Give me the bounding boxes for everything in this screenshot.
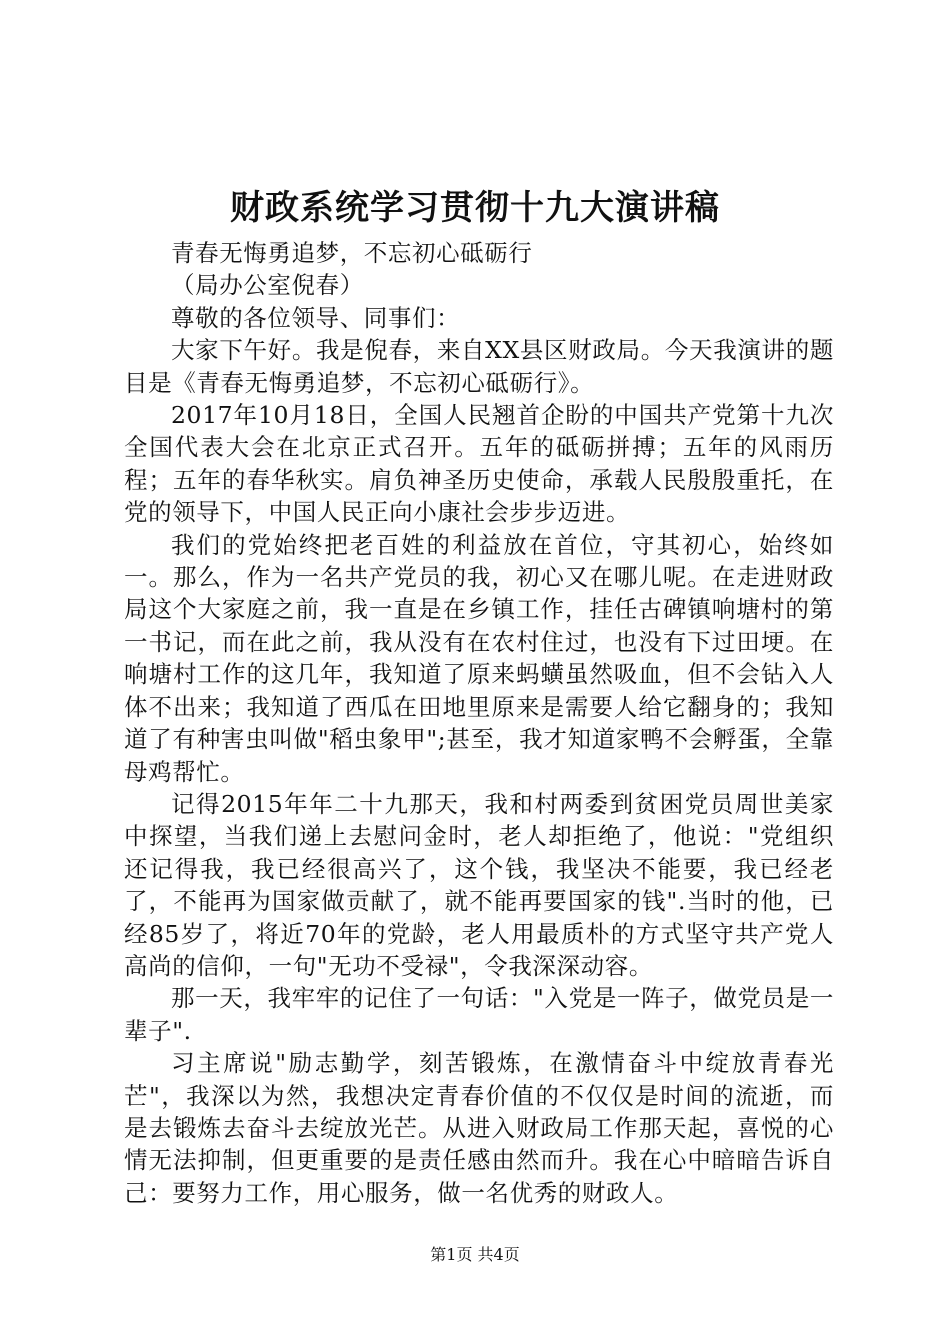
document-title: 财政系统学习贯彻十九大演讲稿: [230, 188, 720, 228]
paragraph: 我们的党始终把老百姓的利益放在首位，守其初心，始终如一。那么，作为一名共产党员的我，初心又在哪儿呢。在走进财政局这个大家庭之前，我一直是在乡镇工作，挂任古碑镇响塘村的第一书记，而在此之前，我从没有在农村住过，也没有下过田埂。在响塘村工作的这几年，我知道了原来蚂蟥虽然吸血，但不会钻入人体不出来；我知道了西瓜在田地里原来是需要人给它翻身的；我知道了有种害虫叫做"稻虫象甲";甚至，我才知道家鸭不会孵蛋，全靠母鸡帮忙。: [124, 530, 834, 786]
paragraph: 记得2015年年二十九那天，我和村两委到贫困党员周世美家中探望，当我们递上去慰问金时，老人却拒绝了，他说："党组织还记得我，我已经很高兴了，这个钱，我坚决不能要，我已经老了，不能再为国家做贡献了，就不能再要国家的钱".当时的他，已经85岁了，将近70年的党龄，老人用最质朴的方式坚守共产党人高尚的信仰，一句"无功不受禄"，令我深深动容。: [124, 789, 834, 980]
speaker-line: （局办公室倪春）: [171, 271, 364, 300]
paragraph: 那一天，我牢牢的记住了一句话："入党是一阵子，做党员是一辈子".: [124, 984, 834, 1045]
salutation: 尊敬的各位领导、同事们：: [171, 303, 461, 332]
paragraph: 习主席说"励志勤学，刻苦锻炼，在激情奋斗中绽放青春光芒"，我深以为然，我想决定青春价值的不仅仅是时间的流逝，而是去锻炼去奋斗去绽放光芒。从进入财政局工作那天起，喜悦的心情无法抑制，但更重要的是责任感由然而升。我在心中暗暗告诉自己：要努力工作，用心服务，做一名优秀的财政人。: [124, 1049, 834, 1207]
document-body: [124, 237, 834, 1209]
speech-subtitle: 青春无悔勇追梦，不忘初心砥砺行: [171, 239, 533, 267]
paragraph: 2017年10月18日，全国人民翘首企盼的中国共产党第十九次全国代表大会在北京正式召开。五年的砥砺拼搏；五年的风雨历程；五年的春华秋实。肩负神圣历史使命，承载人民殷殷重托，在党的领导下，中国人民正向小康社会步步迈进。: [124, 401, 834, 527]
paragraph: 大家下午好。我是倪春，来自XX县区财政局。今天我演讲的题目是《青春无悔勇追梦，不忘初心砥砺行》。: [124, 336, 834, 397]
page-number-footer: 第1页 共4页: [430, 1245, 520, 1264]
